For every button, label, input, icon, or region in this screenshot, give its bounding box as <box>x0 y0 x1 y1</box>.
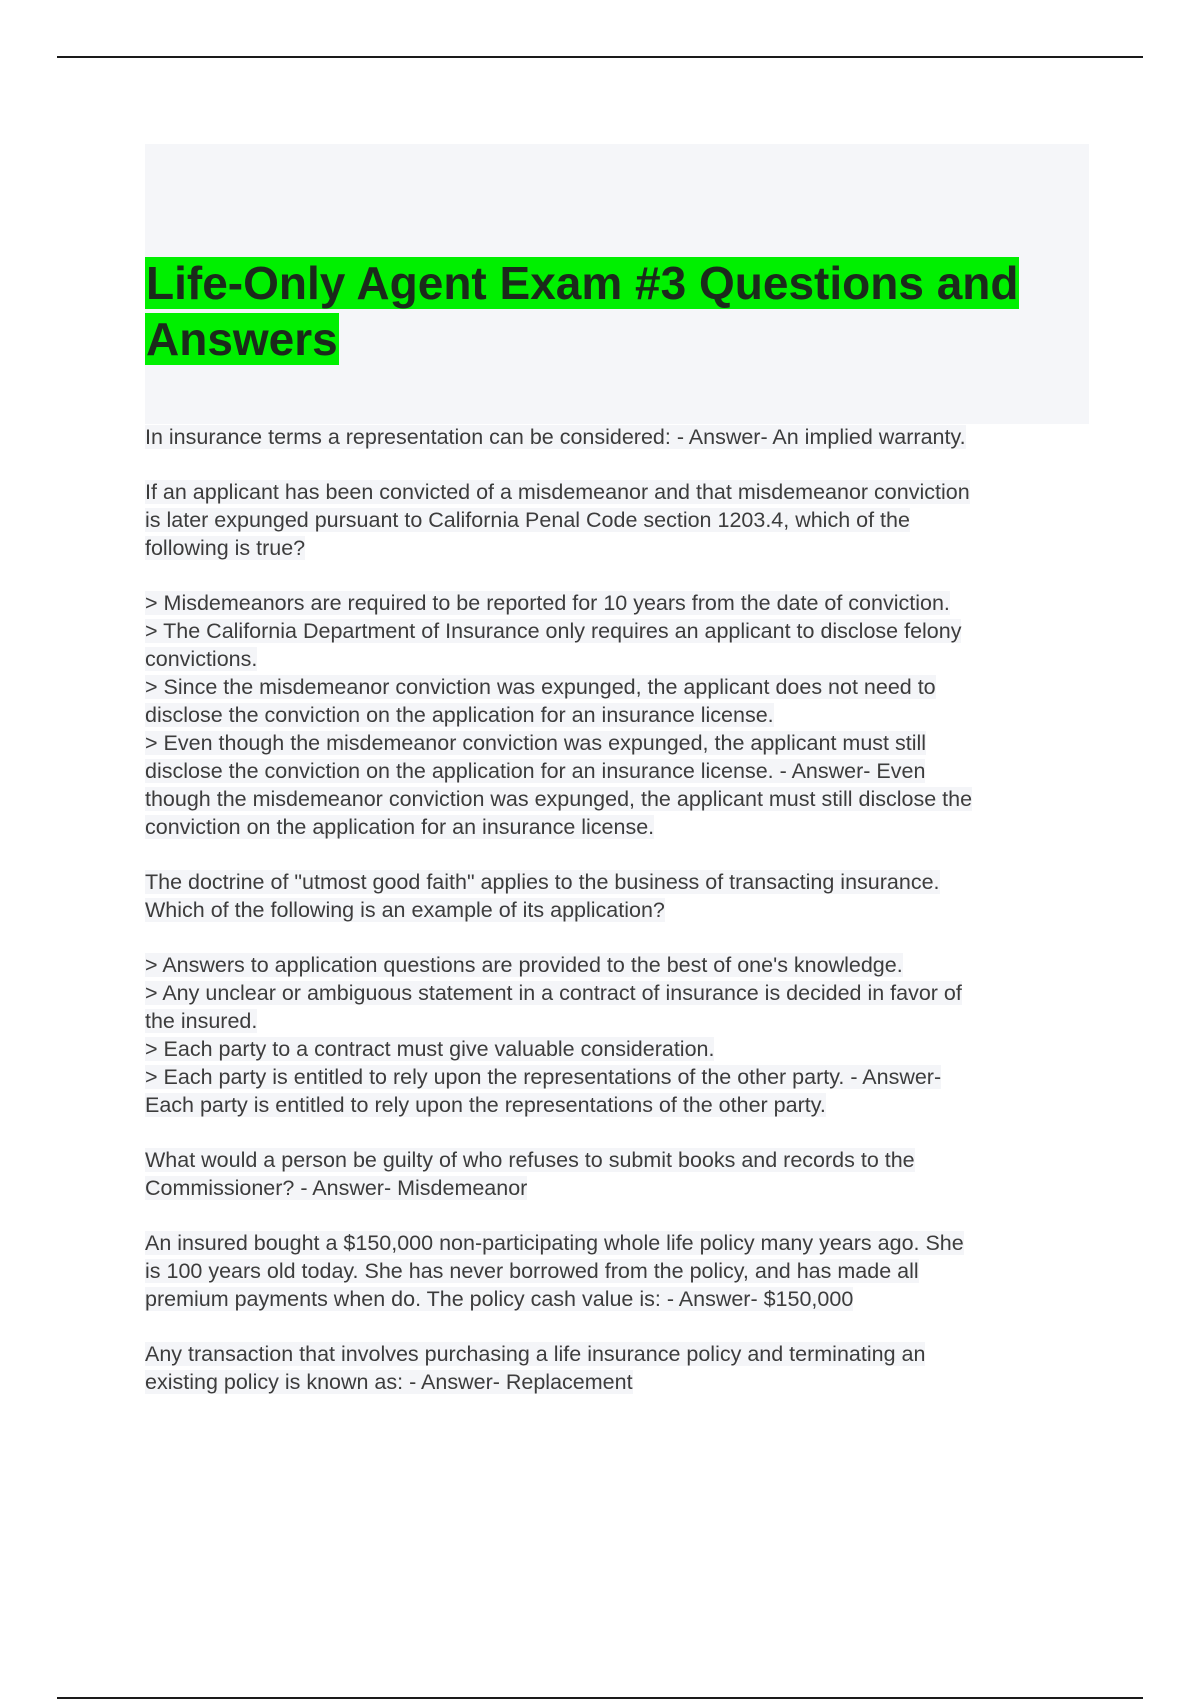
qa-paragraph <box>145 423 1085 451</box>
text-line <box>145 1035 1085 1063</box>
text-line <box>145 785 1085 813</box>
text-line <box>145 589 1085 617</box>
text-line <box>145 868 1085 896</box>
text-line-content: Commissioner? - Answer- Misdemeanor <box>145 1176 528 1200</box>
text-line-content: convictions. <box>145 647 258 671</box>
text-line-content: Any transaction that involves purchasing a life insurance policy and terminating an <box>145 1342 926 1366</box>
qa-paragraph <box>145 951 1085 1119</box>
text-line-content: premium payments when do. The policy cash value is: - Answer- $150,000 <box>145 1287 854 1311</box>
text-line <box>145 506 1085 534</box>
text-line-content: > Answers to application questions are provided to the best of one's knowledge. <box>145 953 903 977</box>
text-line-content: > Misdemeanors are required to be reported for 10 years from the date of conviction. <box>145 591 950 615</box>
text-line <box>145 1146 1085 1174</box>
text-line <box>145 645 1085 673</box>
text-line <box>145 478 1085 506</box>
document-body <box>145 423 1085 1423</box>
text-line-content: is later expunged pursuant to California Penal Code section 1203.4, which of the <box>145 508 910 532</box>
text-line-content: conviction on the application for an insurance license. <box>145 815 655 839</box>
text-line-content: though the misdemeanor conviction was expunged, the applicant must still disclose the <box>145 787 973 811</box>
text-line-content: the insured. <box>145 1009 258 1033</box>
text-line <box>145 1007 1085 1035</box>
text-line <box>145 534 1085 562</box>
text-line-content: disclose the conviction on the application for an insurance license. <box>145 703 774 727</box>
text-line <box>145 701 1085 729</box>
text-line-content: disclose the conviction on the application for an insurance license. - Answer- Even <box>145 759 926 783</box>
text-line-content: If an applicant has been convicted of a misdemeanor and that misdemeanor conviction <box>145 480 970 504</box>
text-line-content: > Each party is entitled to rely upon the representations of the other party. - Answer- <box>145 1065 942 1089</box>
text-line <box>145 951 1085 979</box>
text-line <box>145 1229 1085 1257</box>
text-line <box>145 729 1085 757</box>
qa-paragraph <box>145 868 1085 924</box>
text-line-content: > Any unclear or ambiguous statement in a contract of insurance is decided in favor of <box>145 981 962 1005</box>
document-title <box>145 255 1085 367</box>
text-line-content: is 100 years old today. She has never borrowed from the policy, and has made all <box>145 1259 919 1283</box>
text-line <box>145 757 1085 785</box>
top-rule <box>57 56 1143 58</box>
text-line <box>145 617 1085 645</box>
text-line-content: following is true? <box>145 536 306 560</box>
qa-paragraph <box>145 589 1085 841</box>
title-line: Answers <box>146 313 338 365</box>
text-line <box>145 813 1085 841</box>
text-line-content: The doctrine of "utmost good faith" applies to the business of transacting insurance. <box>145 870 940 894</box>
text-line <box>145 896 1085 924</box>
text-line-content: > Even though the misdemeanor conviction was expunged, the applicant must still <box>145 731 927 755</box>
text-line <box>145 423 1085 451</box>
text-line-content: What would a person be guilty of who refuses to submit books and records to the <box>145 1148 915 1172</box>
text-line-content: > Since the misdemeanor conviction was expunged, the applicant does not need to <box>145 675 936 699</box>
title-line: Life-Only Agent Exam #3 Questions and <box>146 257 1019 309</box>
text-line <box>145 1174 1085 1202</box>
text-line-content: Which of the following is an example of its application? <box>145 898 665 922</box>
qa-paragraph <box>145 1229 1085 1313</box>
text-line <box>145 1257 1085 1285</box>
text-line <box>145 1063 1085 1091</box>
text-line-content: Each party is entitled to rely upon the representations of the other party. <box>145 1093 826 1117</box>
text-line-content: An insured bought a $150,000 non-participating whole life policy many years ago. She <box>145 1231 964 1255</box>
text-line-content: existing policy is known as: - Answer- Replacement <box>145 1370 633 1394</box>
text-line <box>145 1091 1085 1119</box>
text-line <box>145 1368 1085 1396</box>
text-line-content: > Each party to a contract must give valuable consideration. <box>145 1037 715 1061</box>
text-line-content: > The California Department of Insurance only requires an applicant to disclose felony <box>145 619 962 643</box>
qa-paragraph <box>145 1146 1085 1202</box>
text-line <box>145 673 1085 701</box>
bottom-rule <box>57 1697 1143 1699</box>
qa-paragraph <box>145 1340 1085 1396</box>
qa-paragraph <box>145 478 1085 562</box>
text-line <box>145 1285 1085 1313</box>
text-line <box>145 1340 1085 1368</box>
text-line-content: In insurance terms a representation can be considered: - Answer- An implied warranty. <box>145 425 966 449</box>
text-line <box>145 979 1085 1007</box>
